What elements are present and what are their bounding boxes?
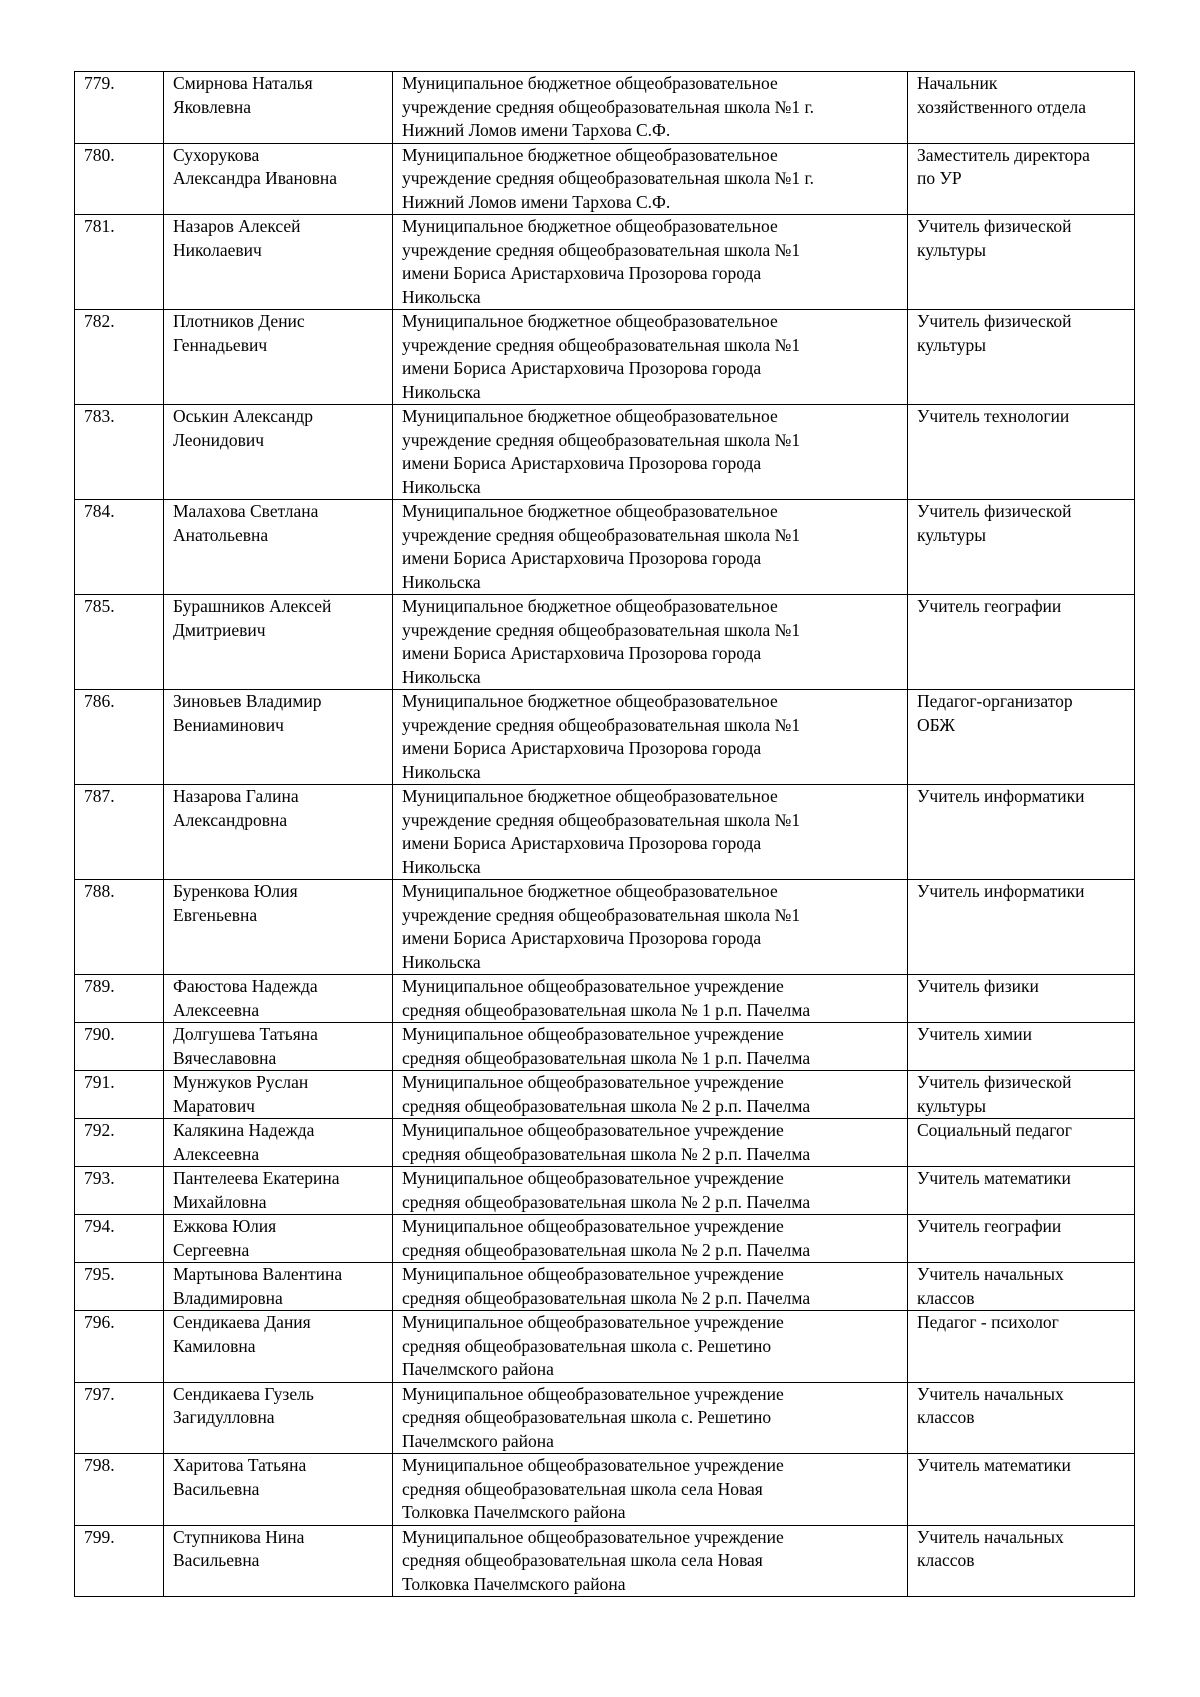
row-number: 795. (75, 1263, 164, 1311)
row-number: 797. (75, 1382, 164, 1454)
staff-table-body (75, 72, 1135, 1597)
table-row (75, 1382, 1135, 1454)
position-title: Учитель информатики (908, 880, 1135, 975)
person-name: Сухорукова Александра Ивановна (164, 143, 393, 215)
row-number: 799. (75, 1525, 164, 1597)
table-row (75, 405, 1135, 500)
position-title: Учитель химии (908, 1023, 1135, 1071)
organization-name: Муниципальное общеобразовательное учреждение средняя общеобразовательная школа № 2 р.п. Пачелма (393, 1119, 908, 1167)
organization-name: Муниципальное бюджетное общеобразовательное учреждение средняя общеобразовательная школа №1 имени Бориса Аристарховича Прозорова города Никольска (393, 500, 908, 595)
position-title: Учитель физической культуры (908, 1071, 1135, 1119)
person-name: Плотников Денис Геннадьевич (164, 310, 393, 405)
person-name: Пантелеева Екатерина Михайловна (164, 1167, 393, 1215)
person-name: Буренкова Юлия Евгеньевна (164, 880, 393, 975)
table-row (75, 1311, 1135, 1383)
person-name: Мартынова Валентина Владимировна (164, 1263, 393, 1311)
organization-name: Муниципальное бюджетное общеобразовательное учреждение средняя общеобразовательная школа №1 имени Бориса Аристарховича Прозорова города Никольска (393, 785, 908, 880)
position-title: Заместитель директора по УР (908, 143, 1135, 215)
row-number: 793. (75, 1167, 164, 1215)
organization-name: Муниципальное общеобразовательное учреждение средняя общеобразовательная школа с. Решетино Пачелмского района (393, 1382, 908, 1454)
position-title: Учитель математики (908, 1454, 1135, 1526)
row-number: 794. (75, 1215, 164, 1263)
position-title: Педагог-организатор ОБЖ (908, 690, 1135, 785)
person-name: Долгушева Татьяна Вячеславовна (164, 1023, 393, 1071)
row-number: 788. (75, 880, 164, 975)
organization-name: Муниципальное бюджетное общеобразовательное учреждение средняя общеобразовательная школа №1 имени Бориса Аристарховича Прозорова города Никольска (393, 310, 908, 405)
table-row (75, 1525, 1135, 1597)
organization-name: Муниципальное общеобразовательное учреждение средняя общеобразовательная школа села Новая Толковка Пачелмского района (393, 1454, 908, 1526)
row-number: 798. (75, 1454, 164, 1526)
table-row (75, 1023, 1135, 1071)
position-title: Начальник хозяйственного отдела (908, 72, 1135, 144)
position-title: Учитель физической культуры (908, 310, 1135, 405)
person-name: Оськин Александр Леонидович (164, 405, 393, 500)
person-name: Ступникова Нина Васильевна (164, 1525, 393, 1597)
position-title: Учитель начальных классов (908, 1263, 1135, 1311)
position-title: Социальный педагог (908, 1119, 1135, 1167)
staff-table (74, 71, 1135, 1597)
person-name: Зиновьев Владимир Вениаминович (164, 690, 393, 785)
row-number: 782. (75, 310, 164, 405)
position-title: Учитель технологии (908, 405, 1135, 500)
organization-name: Муниципальное бюджетное общеобразовательное учреждение средняя общеобразовательная школа №1 имени Бориса Аристарховича Прозорова города Никольска (393, 690, 908, 785)
row-number: 790. (75, 1023, 164, 1071)
table-row (75, 1119, 1135, 1167)
person-name: Сендикаева Гузель Загидулловна (164, 1382, 393, 1454)
row-number: 780. (75, 143, 164, 215)
table-row (75, 72, 1135, 144)
position-title: Учитель физической культуры (908, 500, 1135, 595)
organization-name: Муниципальное общеобразовательное учреждение средняя общеобразовательная школа № 2 р.п. Пачелма (393, 1167, 908, 1215)
position-title: Учитель географии (908, 1215, 1135, 1263)
position-title: Учитель информатики (908, 785, 1135, 880)
table-row (75, 785, 1135, 880)
row-number: 792. (75, 1119, 164, 1167)
person-name: Назарова Галина Александровна (164, 785, 393, 880)
person-name: Мунжуков Руслан Маратович (164, 1071, 393, 1119)
row-number: 781. (75, 215, 164, 310)
row-number: 786. (75, 690, 164, 785)
person-name: Смирнова Наталья Яковлевна (164, 72, 393, 144)
table-row (75, 500, 1135, 595)
organization-name: Муниципальное бюджетное общеобразовательное учреждение средняя общеобразовательная школа №1 г. Нижний Ломов имени Тархова С.Ф. (393, 143, 908, 215)
organization-name: Муниципальное общеобразовательное учреждение средняя общеобразовательная школа № 2 р.п. Пачелма (393, 1215, 908, 1263)
person-name: Малахова Светлана Анатольевна (164, 500, 393, 595)
organization-name: Муниципальное бюджетное общеобразовательное учреждение средняя общеобразовательная школа №1 имени Бориса Аристарховича Прозорова города Никольска (393, 595, 908, 690)
organization-name: Муниципальное общеобразовательное учреждение средняя общеобразовательная школа с. Решетино Пачелмского района (393, 1311, 908, 1383)
person-name: Калякина Надежда Алексеевна (164, 1119, 393, 1167)
person-name: Фаюстова Надежда Алексеевна (164, 975, 393, 1023)
table-row (75, 1071, 1135, 1119)
row-number: 784. (75, 500, 164, 595)
organization-name: Муниципальное общеобразовательное учреждение средняя общеобразовательная школа села Новая Толковка Пачелмского района (393, 1525, 908, 1597)
organization-name: Муниципальное бюджетное общеобразовательное учреждение средняя общеобразовательная школа №1 имени Бориса Аристарховича Прозорова города Никольска (393, 215, 908, 310)
table-row (75, 880, 1135, 975)
position-title: Учитель физики (908, 975, 1135, 1023)
row-number: 791. (75, 1071, 164, 1119)
row-number: 779. (75, 72, 164, 144)
position-title: Учитель начальных классов (908, 1382, 1135, 1454)
organization-name: Муниципальное бюджетное общеобразовательное учреждение средняя общеобразовательная школа №1 имени Бориса Аристарховича Прозорова города Никольска (393, 405, 908, 500)
row-number: 783. (75, 405, 164, 500)
table-row (75, 1215, 1135, 1263)
table-row (75, 1454, 1135, 1526)
organization-name: Муниципальное общеобразовательное учреждение средняя общеобразовательная школа № 2 р.п. Пачелма (393, 1263, 908, 1311)
row-number: 787. (75, 785, 164, 880)
organization-name: Муниципальное бюджетное общеобразовательное учреждение средняя общеобразовательная школа №1 г. Нижний Ломов имени Тархова С.Ф. (393, 72, 908, 144)
person-name: Бурашников Алексей Дмитриевич (164, 595, 393, 690)
table-row (75, 1263, 1135, 1311)
position-title: Учитель физической культуры (908, 215, 1135, 310)
row-number: 796. (75, 1311, 164, 1383)
table-row (75, 690, 1135, 785)
position-title: Учитель географии (908, 595, 1135, 690)
position-title: Учитель математики (908, 1167, 1135, 1215)
person-name: Назаров Алексей Николаевич (164, 215, 393, 310)
position-title: Педагог - психолог (908, 1311, 1135, 1383)
person-name: Харитова Татьяна Васильевна (164, 1454, 393, 1526)
table-row (75, 595, 1135, 690)
person-name: Ежкова Юлия Сергеевна (164, 1215, 393, 1263)
table-row (75, 143, 1135, 215)
table-row (75, 1167, 1135, 1215)
organization-name: Муниципальное общеобразовательное учреждение средняя общеобразовательная школа № 2 р.п. Пачелма (393, 1071, 908, 1119)
organization-name: Муниципальное бюджетное общеобразовательное учреждение средняя общеобразовательная школа №1 имени Бориса Аристарховича Прозорова города Никольска (393, 880, 908, 975)
organization-name: Муниципальное общеобразовательное учреждение средняя общеобразовательная школа № 1 р.п. Пачелма (393, 975, 908, 1023)
row-number: 789. (75, 975, 164, 1023)
person-name: Сендикаева Дания Камиловна (164, 1311, 393, 1383)
position-title: Учитель начальных классов (908, 1525, 1135, 1597)
organization-name: Муниципальное общеобразовательное учреждение средняя общеобразовательная школа № 1 р.п. Пачелма (393, 1023, 908, 1071)
table-row (75, 975, 1135, 1023)
table-row (75, 215, 1135, 310)
table-row (75, 310, 1135, 405)
row-number: 785. (75, 595, 164, 690)
